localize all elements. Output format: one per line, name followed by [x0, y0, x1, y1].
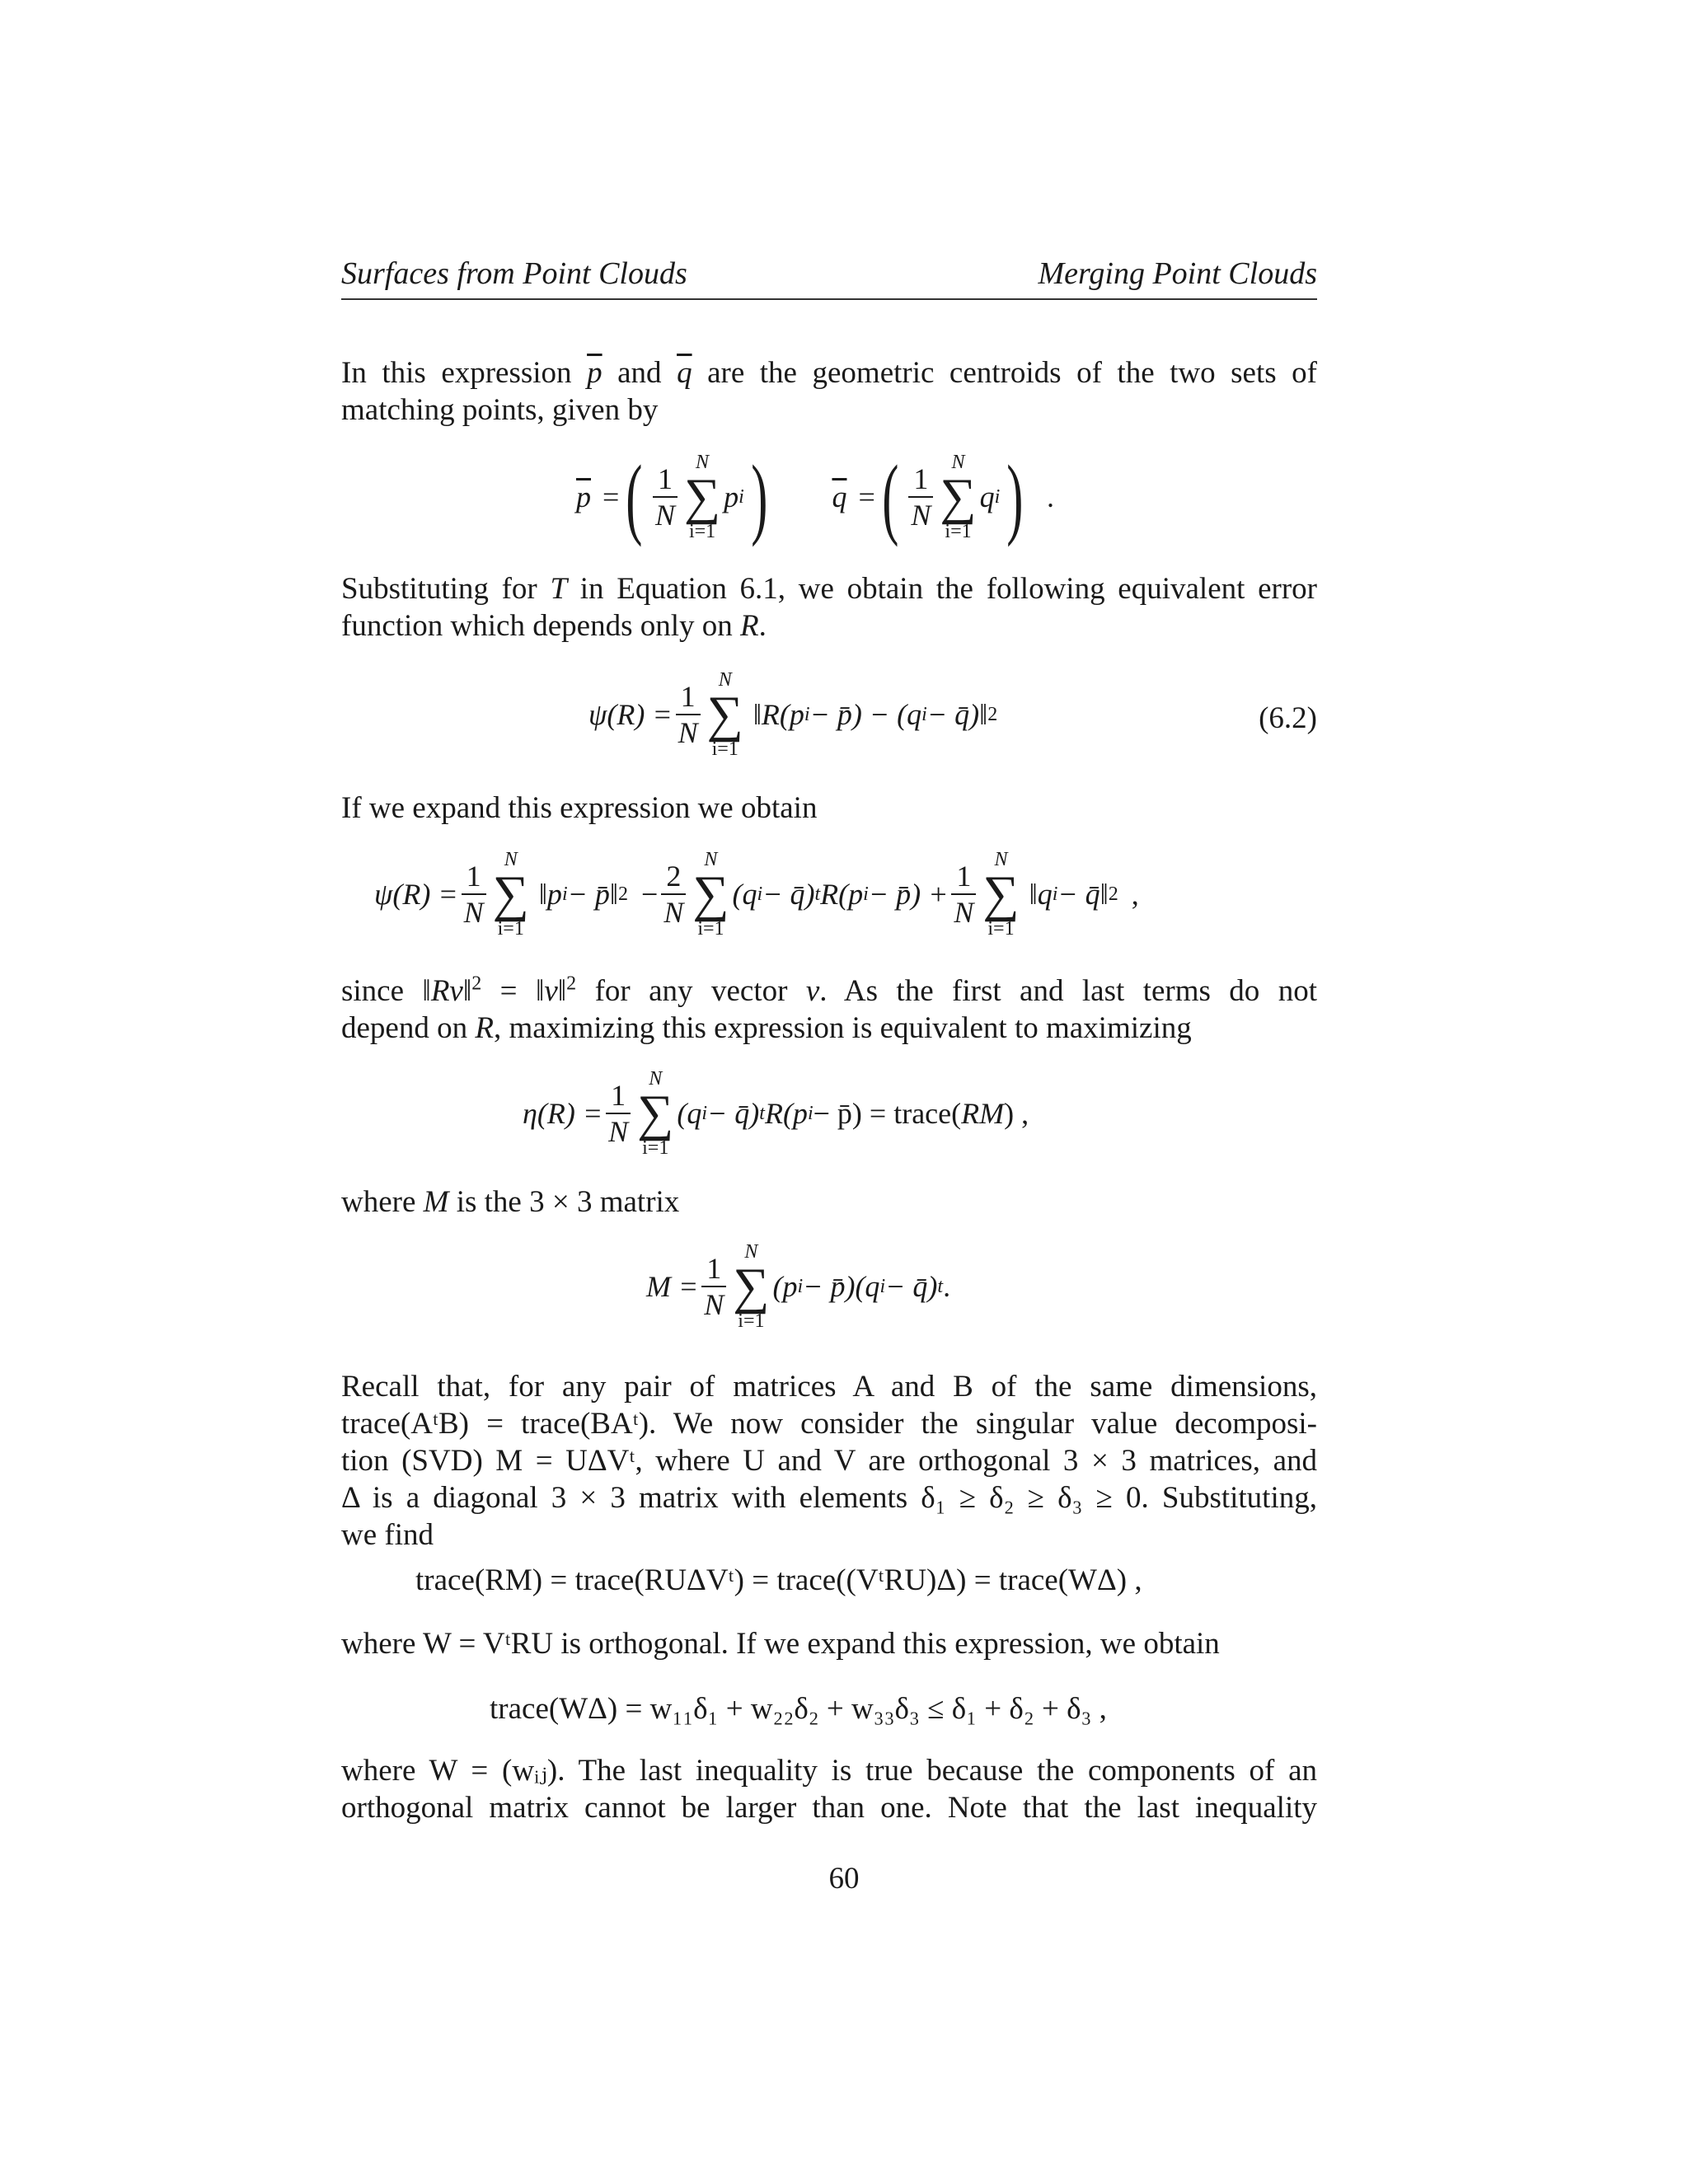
text-line: trace(AᵗB) = trace(BAᵗ). We now consider the singular value decomposi-: [341, 1407, 1317, 1441]
header-chapter-title: Surfaces from Point Clouds: [341, 256, 687, 291]
paragraph-inequality: [341, 1752, 1317, 1826]
text-line: Recall that, for any pair of matrices A and B of the same dimensions,: [341, 1370, 1317, 1404]
paragraph-centroids-intro: [341, 354, 1317, 429]
equation-centroids: $\overline{p}$ = ( $\frac{1}{N}$ N ∑ i=1 p i ) $\overline{q}$ = ( $\frac{1}{N}$ N ∑ i=1 q i ) .: [576, 447, 1054, 547]
text-line: function which depends only on R.: [341, 609, 767, 643]
text-line: we find: [341, 1518, 434, 1552]
text-line: Substituting for T in Equation 6.1, we obtain the following equivalent error: [341, 572, 1317, 606]
page-number: 60: [828, 1862, 860, 1896]
text-line: Δ is a diagonal 3 × 3 matrix with elements δ₁ ≥ δ₂ ≥ δ₃ ≥ 0. Substituting,: [341, 1481, 1317, 1515]
equation-number: (6.2): [1259, 701, 1317, 735]
paragraph-where-W: [341, 1625, 1317, 1662]
paragraph-expand: [341, 790, 1317, 827]
equation-expanded: ψ(R) = $\frac{1}{N}$ N ∑ i=1 ‖p i − p̄‖ 2 − $\frac{2}{N}$ N ∑ i=1 (q i − q̄) t R(p i − p̄) + $\frac{1}{N}$ N ∑ i=1 ‖q i − q̄‖ 2 ,: [374, 849, 1139, 940]
paragraph-svd: [341, 1368, 1317, 1554]
equation-eta: η(R) = $\frac{1}{N}$ N ∑ i=1 (q i − q̄) t R(p i − p̄) = trace( RM ) ,: [523, 1068, 1029, 1159]
text-line: where W = VᵗRU is orthogonal. If we expand this expression, we obtain: [341, 1627, 1220, 1661]
text-line: In this expression $\overline{p}$ and $\overline{q}$ are the geometric centroids of the two sets of: [341, 356, 1317, 390]
paragraph-since: [341, 972, 1317, 1047]
text-line: tion (SVD) M = UΔVᵗ, where U and V are orthogonal 3 × 3 matrices, and: [341, 1444, 1317, 1478]
text-line: depend on R, maximizing this expression is equivalent to maximizing: [341, 1011, 1192, 1045]
text-line: since ‖Rv‖$^2$ = ‖v‖$^2$ for any vector v. As the first and last terms do not: [341, 972, 1317, 1008]
running-header: [341, 255, 1317, 300]
equation-trace: trace(RM) = trace(RUΔVᵗ) = trace((VᵗRU)Δ) = trace(WΔ) ,: [415, 1563, 1142, 1597]
text-line: where W = (wᵢⱼ). The last inequality is true because the components of an: [341, 1754, 1317, 1788]
text-line: where M is the 3 × 3 matrix: [341, 1185, 680, 1219]
text-line: orthogonal matrix cannot be larger than one. Note that the last inequality: [341, 1791, 1317, 1825]
equation-trace-w: trace(WΔ) = w₁₁δ₁ + w₂₂δ₂ + w₃₃δ₃ ≤ δ₁ + δ₂ + δ₃ ,: [490, 1692, 1107, 1726]
text-line: If we expand this expression we obtain: [341, 791, 818, 825]
text-line: matching points, given by: [341, 393, 659, 427]
header-section-title: Merging Point Clouds: [1038, 256, 1317, 291]
equation-6-2: ψ(R) = $\frac{1}{N}$ N ∑ i=1 ‖R(p i − p̄) − (q i − q̄)‖ 2 (6.2): [588, 669, 1317, 760]
paragraph-where-M: [341, 1183, 1317, 1221]
paragraph-substitution: [341, 570, 1317, 644]
equation-M: M = $\frac{1}{N}$ N ∑ i=1 (p i − p̄)(q i − q̄) t .: [646, 1241, 951, 1332]
